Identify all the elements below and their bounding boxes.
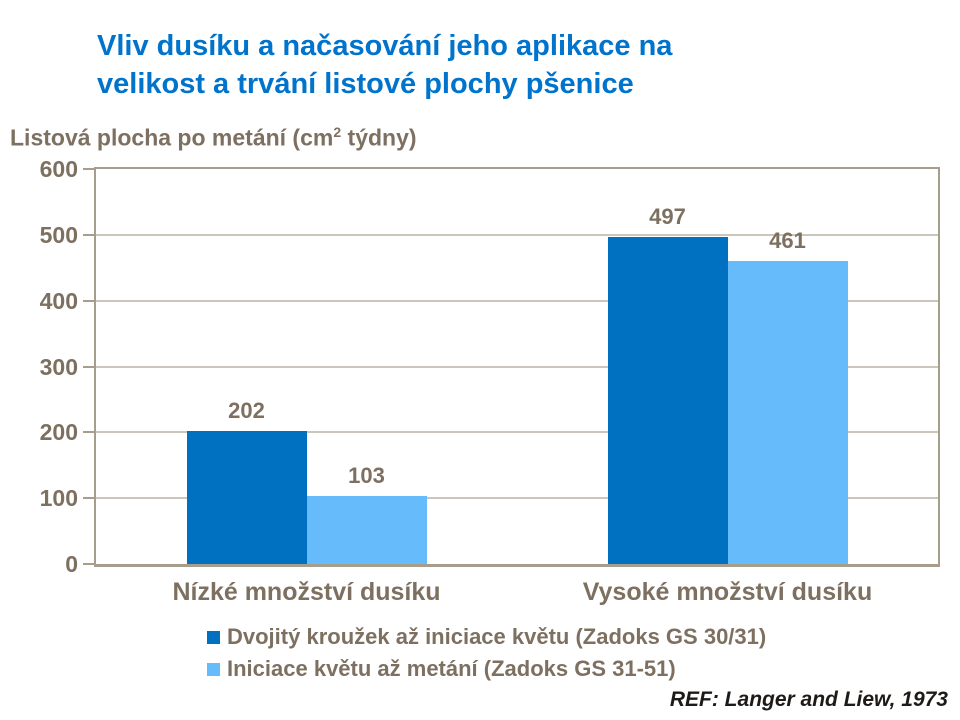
y-tick-label-600: 600 (39, 156, 78, 182)
y-tick-label-400: 400 (39, 287, 78, 314)
legend-swatch-icon (207, 631, 220, 644)
bar-Nízké množství dusíku-Iniciace květu až metání (Zadoks GS 31-51) (307, 496, 427, 564)
chart-title (97, 27, 672, 103)
bar-Vysoké množství dusíku-Iniciace květu až metání (Zadoks GS 31-51) (728, 261, 848, 564)
reference-citation: REF: Langer and Liew, 1973 (669, 688, 948, 711)
y-tick-label-200: 200 (39, 419, 78, 446)
bar-value-label: 103 (348, 463, 385, 489)
y-tick-mark-200 (83, 431, 95, 433)
y-axis-title-unit: týdny) (341, 124, 417, 151)
y-tick-mark-300 (83, 366, 95, 368)
y-tick-label-100: 100 (39, 485, 78, 512)
legend-item-0 (207, 621, 766, 653)
legend-swatch-icon (207, 663, 220, 676)
chart-title-line-1: Vliv dusíku a načasování jeho aplikace na (97, 30, 673, 62)
x-category-label-1: Vysoké množství dusíku (582, 578, 873, 606)
y-tick-label-300: 300 (39, 353, 78, 380)
y-axis-title-superscript: 2 (333, 124, 342, 140)
plot-area (94, 167, 940, 567)
gridline-500 (96, 234, 938, 236)
y-tick-mark-600 (83, 168, 95, 170)
bar-value-label: 461 (769, 227, 806, 253)
y-tick-label-500: 500 (39, 221, 78, 248)
bar-value-label: 202 (228, 398, 265, 424)
y-tick-mark-400 (83, 300, 95, 302)
x-category-label-0: Nízké množství dusíku (172, 578, 441, 606)
y-tick-label-0: 0 (65, 551, 78, 577)
y-tick-mark-100 (83, 497, 95, 499)
y-axis-title-text: Listová plocha po metání (cm (10, 124, 334, 151)
y-tick-mark-0 (83, 563, 95, 565)
legend (207, 621, 766, 685)
legend-item-label: Iniciace květu až metání (Zadoks GS 31-51) (227, 656, 676, 681)
y-axis-title (10, 124, 417, 152)
bar-value-label: 497 (649, 203, 686, 229)
legend-item-label: Dvojitý kroužek až iniciace květu (Zadoks GS 30/31) (227, 624, 767, 649)
chart-title-line-2: velikost a trvání listové plochy pšenice (97, 68, 634, 100)
bar-Nízké množství dusíku-Dvojitý kroužek až iniciace květu (Zadoks GS 30/31) (187, 431, 307, 564)
y-tick-mark-500 (83, 234, 95, 236)
legend-item-1 (207, 653, 766, 685)
bar-Vysoké množství dusíku-Dvojitý kroužek až iniciace květu (Zadoks GS 30/31) (608, 237, 728, 564)
